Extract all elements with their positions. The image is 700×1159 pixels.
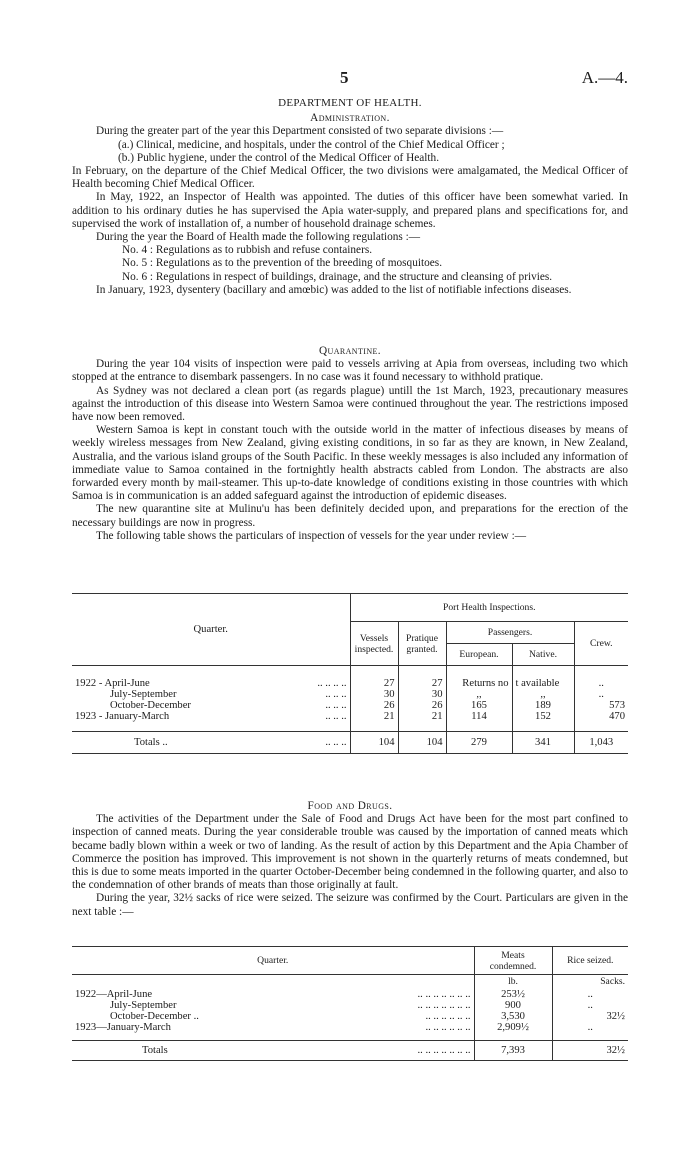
port-health-table — [72, 593, 628, 754]
table-row: 1922 - April-June .. .. .. .. 27 27 Returns no t available .. — [72, 678, 628, 689]
col-passengers-header: Passengers. — [446, 622, 574, 644]
page-header — [0, 68, 700, 92]
totals-row: Totals .. .. .. .. .. .. .. 7,393 32½ — [72, 1041, 628, 1061]
meats-rice-table — [72, 946, 628, 1061]
col-quarter-header: Quarter. — [72, 947, 474, 975]
admin-paragraph: During the year the Board of Health made the following regulations :— — [96, 231, 421, 244]
regulation-5: No. 5 : Regulations as to the prevention of the breeding of mosquitoes. — [122, 257, 443, 270]
table-row: July-September .. .. .. 30 30 ,, ,, .. — [72, 689, 628, 700]
admin-paragraph: During the greater part of the year this Department consisted of two separate divisions :— — [96, 125, 504, 138]
food-drugs-section — [72, 800, 628, 919]
col-crew-header: Crew. — [574, 622, 628, 666]
food-paragraph: The activities of the Department under the Sale of Food and Drugs Act have been for the most part confined to inspection of canned meats. During the year considerable trouble was caused by the importation of canned meats which became badly blown within a week or two of landing. As the result of action by this Department and the Apia Chamber of Commerce the position has improved. This improvement is not shown in the quarterly returns of meats condemned, but this is due to some meats imported in the quarter October-December being condemned in the following quarter, and also to the condemnation of other brands of meats than those originally at fault. — [72, 813, 628, 892]
quarantine-paragraph: The new quarantine site at Mulinu'u has been definitely decided upon, and preparations for the erection of the necessary buildings are now in progress. — [72, 503, 628, 529]
admin-paragraph: In February, on the departure of the Chief Medical Officer, the two divisions were amalgamated, the Medical Officer of Health becoming Chief Medical Officer. — [72, 165, 628, 191]
quarantine-paragraph: The following table shows the particulars of inspection of vessels for the year under review :— — [96, 529, 527, 542]
admin-paragraph: In May, 1922, an Inspector of Health was appointed. The duties of this officer have been somewhat varied. In addition to his ordinary duties he has supervised the Apia water-supply, and prepared plans and specifications for, and supervised the work of installation of, a number of household drainage schemes. — [72, 191, 628, 230]
table-row: 1922—April-June .. .. .. .. .. .. .. 253½ .. — [72, 989, 628, 1000]
table-row: July-September .. .. .. .. .. .. .. 900 .. — [72, 1000, 628, 1011]
port-health-header: Port Health Inspections. — [350, 594, 628, 622]
col-meats-header: Meats condemned. — [474, 947, 552, 975]
quarantine-section — [72, 345, 628, 543]
col-european-header: European. — [446, 644, 512, 666]
page-number: 5 — [340, 68, 349, 87]
quarantine-heading: Quarantine. — [318, 345, 382, 357]
quarantine-paragraph: As Sydney was not declared a clean port (as regards plague) untill the 1st March, 1923, precautionary measures against the introduction of this disease into Western Samoa were continued throughout the year. The restrictions imposed have now been removed. — [72, 384, 628, 424]
administration-heading: Administration. — [310, 112, 390, 125]
col-native-header: Native. — [512, 644, 574, 666]
food-paragraph: During the year, 32½ sacks of rice were seized. The seizure was confirmed by the Court. Particulars are given in the next table :— — [72, 892, 628, 918]
table-row: October-December .. .. .. 26 26 165 189 573 — [72, 700, 628, 711]
col-quarter-header: Quarter. — [72, 594, 350, 666]
admin-paragraph: In January, 1923, dysentery (bacillary and amœbic) was added to the list of notifiable infections diseases. — [96, 283, 572, 296]
col-rice-header: Rice seized. — [552, 947, 628, 975]
meats-unit: lb. — [474, 975, 552, 989]
table-row: 1923 - January-March .. .. .. 21 21 114 152 470 — [72, 711, 628, 722]
department-title: DEPARTMENT OF HEALTH. — [278, 97, 422, 109]
regulation-4: No. 4 : Regulations as to rubbish and refuse containers. — [122, 244, 373, 257]
document-reference: A.—4. — [581, 68, 628, 87]
admin-division-a: (a.) Clinical, medicine, and hospitals, under the control of the Chief Medical Officer ; — [118, 138, 505, 151]
totals-row: Totals .. .. .. .. 104 104 279 341 1,043 — [72, 732, 628, 754]
col-vessels-header: Vessels inspected. — [350, 622, 398, 666]
rice-unit: Sacks. — [552, 975, 628, 989]
quarantine-paragraph: Western Samoa is kept in constant touch with the outside world in the matter of infectious diseases by means of weekly wireless messages from New Zealand, giving existing conditions, in so far as they are known, in New Zealand, Australia, and the various island groups of the South Pacific. In these weekly messages is also included any information of immediate value to Samoa contained in the fortnightly health abstracts cabled from London. The abstracts are also forwarded every month by mail-steamer. This up-to-date knowledge of conditions existing in those countries with which Samoa is in communication is an added safeguard against the introduction of epidemic diseases. — [72, 424, 628, 503]
table-row: 1923—January-March .. .. .. .. .. .. 2,909½ .. — [72, 1022, 628, 1033]
regulation-6: No. 6 : Regulations in respect of buildings, drainage, and the structure and cleansing of privies. — [122, 270, 553, 283]
table-row: October-December .. .. .. .. .. .. .. 3,530 32½ — [72, 1011, 628, 1022]
food-drugs-heading: Food and Drugs. — [307, 800, 393, 812]
admin-division-b: (b.) Public hygiene, under the control of the Medical Officer of Health. — [118, 151, 440, 164]
col-pratique-header: Pratique granted. — [398, 622, 446, 666]
quarantine-paragraph: During the year 104 visits of inspection were paid to vessels arriving at Apia from overseas, including two which stopped at the entrance to disembark passengers. In no case was it found necessary to withhold pratique. — [72, 358, 628, 384]
administration-section — [72, 97, 628, 297]
